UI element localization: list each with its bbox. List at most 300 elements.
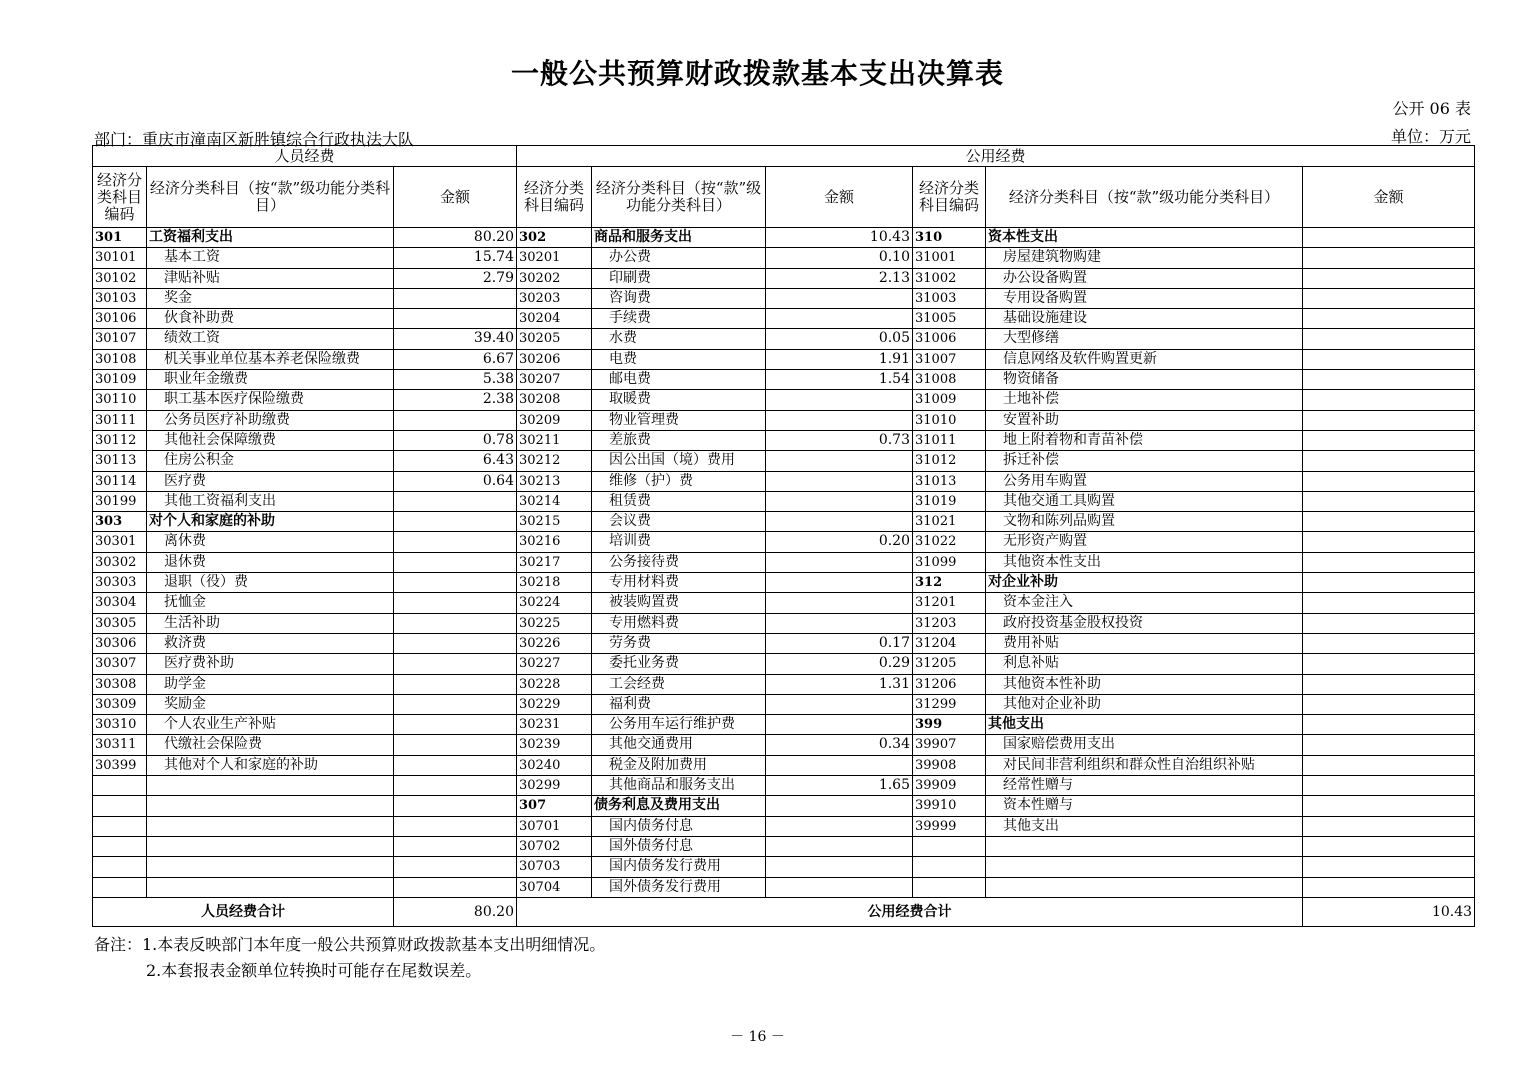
cell-code: 30204 [517, 309, 592, 329]
cell-amount [766, 410, 913, 430]
cell-code: 39909 [913, 776, 986, 796]
cell-code [913, 877, 986, 897]
cell-amount: 0.29 [766, 654, 913, 674]
cell-code [913, 857, 986, 877]
cell-item-name: 助学金 [147, 674, 394, 694]
cell-amount [766, 471, 913, 491]
cell-code: 31005 [913, 309, 986, 329]
cell-code: 39910 [913, 796, 986, 816]
cell-item-name [147, 816, 394, 836]
cell-code: 31012 [913, 451, 986, 471]
cell-code: 30109 [93, 370, 147, 390]
cell-code: 39908 [913, 755, 986, 775]
cell-amount: 2.38 [394, 390, 517, 410]
cell-code: 31299 [913, 694, 986, 714]
notes [94, 932, 605, 984]
cell-item-name: 公务接待费 [592, 552, 766, 572]
cell-amount [1303, 857, 1475, 877]
cell-item-name: 其他交通费用 [592, 735, 766, 755]
cell-amount [1303, 410, 1475, 430]
cell-amount [1303, 370, 1475, 390]
cell-code: 30214 [517, 491, 592, 511]
cell-code: 31205 [913, 654, 986, 674]
cell-code [93, 816, 147, 836]
table-row [93, 552, 1475, 572]
cell-amount [766, 816, 913, 836]
cell-code: 30303 [93, 573, 147, 593]
cell-item-name: 公务用车运行维护费 [592, 715, 766, 735]
column-header-amount: 金额 [1303, 167, 1475, 228]
cell-code: 30311 [93, 735, 147, 755]
cell-item-name: 安置补助 [986, 410, 1303, 430]
cell-code: 30203 [517, 288, 592, 308]
cell-amount [1303, 674, 1475, 694]
cell-item-name: 资本性支出 [986, 228, 1303, 248]
cell-amount [1303, 613, 1475, 633]
cell-amount [1303, 552, 1475, 572]
cell-code: 30701 [517, 816, 592, 836]
cell-item-name: 租赁费 [592, 491, 766, 511]
cell-code: 30231 [517, 715, 592, 735]
cell-item-name: 公务用车购置 [986, 471, 1303, 491]
cell-code: 31011 [913, 430, 986, 450]
table-row [93, 674, 1475, 694]
cell-item-name: 专用材料费 [592, 573, 766, 593]
column-header-code: 经济分类科目编码 [913, 167, 986, 228]
cell-amount [394, 715, 517, 735]
table-row [93, 816, 1475, 836]
cell-amount [766, 309, 913, 329]
cell-code: 31204 [913, 633, 986, 653]
cell-code: 39907 [913, 735, 986, 755]
cell-item-name [147, 857, 394, 877]
cell-item-name: 退休费 [147, 552, 394, 572]
cell-code: 30218 [517, 573, 592, 593]
cell-item-name [986, 857, 1303, 877]
unit-label: 单位：万元 [1390, 127, 1471, 146]
cell-code: 30208 [517, 390, 592, 410]
personnel-total-amount: 80.20 [394, 897, 517, 926]
cell-item-name: 住房公积金 [147, 451, 394, 471]
cell-amount [1303, 877, 1475, 897]
cell-item-name: 其他工资福利支出 [147, 491, 394, 511]
cell-code [93, 776, 147, 796]
cell-item-name: 对民间非营利组织和群众性自治组织补贴 [986, 755, 1303, 775]
cell-amount: 2.13 [766, 268, 913, 288]
cell-code: 30202 [517, 268, 592, 288]
cell-amount [394, 552, 517, 572]
cell-item-name: 其他资本性补助 [986, 674, 1303, 694]
cell-amount [766, 552, 913, 572]
cell-item-name: 培训费 [592, 532, 766, 552]
cell-code: 30106 [93, 309, 147, 329]
cell-item-name: 物资储备 [986, 370, 1303, 390]
cell-code: 30209 [517, 410, 592, 430]
cell-code [93, 857, 147, 877]
cell-code: 30201 [517, 248, 592, 268]
table-row [93, 613, 1475, 633]
cell-code: 30212 [517, 451, 592, 471]
cell-item-name: 其他商品和服务支出 [592, 776, 766, 796]
cell-amount [394, 796, 517, 816]
cell-code: 30305 [93, 613, 147, 633]
cell-amount [394, 288, 517, 308]
cell-amount [1303, 796, 1475, 816]
cell-amount [1303, 532, 1475, 552]
cell-amount [766, 715, 913, 735]
column-header-name: 经济分类科目（按“款”级功能分类科目） [147, 167, 394, 228]
cell-item-name [147, 877, 394, 897]
cell-code: 31003 [913, 288, 986, 308]
cell-item-name: 拆迁补偿 [986, 451, 1303, 471]
cell-amount [394, 410, 517, 430]
cell-amount [766, 593, 913, 613]
cell-item-name: 国内债务付息 [592, 816, 766, 836]
page-number: － 16 － [730, 1029, 785, 1045]
cell-code [913, 836, 986, 856]
cell-item-name: 资本性赠与 [986, 796, 1303, 816]
cell-item-name: 大型修缮 [986, 329, 1303, 349]
cell-code: 30108 [93, 349, 147, 369]
cell-item-name: 医疗费 [147, 471, 394, 491]
cell-item-name: 医疗费补助 [147, 654, 394, 674]
cell-item-name: 职业年金缴费 [147, 370, 394, 390]
cell-amount [394, 694, 517, 714]
cell-item-name: 税金及附加费用 [592, 755, 766, 775]
note-line: 2.本套报表金额单位转换时可能存在尾数误差。 [146, 961, 482, 980]
cell-item-name: 其他交通工具购置 [986, 491, 1303, 511]
cell-code: 31013 [913, 471, 986, 491]
cell-code: 30199 [93, 491, 147, 511]
cell-code: 31006 [913, 329, 986, 349]
cell-item-name: 基础设施建设 [986, 309, 1303, 329]
cell-code: 30309 [93, 694, 147, 714]
cell-code: 30107 [93, 329, 147, 349]
cell-code: 31019 [913, 491, 986, 511]
cell-code: 30301 [93, 532, 147, 552]
cell-code: 30114 [93, 471, 147, 491]
cell-amount: 0.64 [394, 471, 517, 491]
cell-amount [1303, 654, 1475, 674]
cell-item-name: 专用设备购置 [986, 288, 1303, 308]
cell-item-name: 信息网络及软件购置更新 [986, 349, 1303, 369]
cell-amount [1303, 228, 1475, 248]
table-row [93, 857, 1475, 877]
cell-item-name: 利息补贴 [986, 654, 1303, 674]
cell-code: 30240 [517, 755, 592, 775]
cell-item-name: 取暖费 [592, 390, 766, 410]
column-header-code: 经济分类科目编码 [517, 167, 592, 228]
cell-item-name: 资本金注入 [986, 593, 1303, 613]
cell-amount [394, 512, 517, 532]
table-row [93, 776, 1475, 796]
cell-amount: 6.43 [394, 451, 517, 471]
cell-item-name: 国外债务付息 [592, 836, 766, 856]
cell-item-name: 商品和服务支出 [592, 228, 766, 248]
cell-item-name: 委托业务费 [592, 654, 766, 674]
table-row [93, 512, 1475, 532]
cell-item-name: 劳务费 [592, 633, 766, 653]
cell-code: 30206 [517, 349, 592, 369]
cell-amount [766, 613, 913, 633]
cell-code: 30110 [93, 390, 147, 410]
cell-item-name: 其他对企业补助 [986, 694, 1303, 714]
table-row [93, 410, 1475, 430]
cell-code: 30228 [517, 674, 592, 694]
cell-item-name: 维修（护）费 [592, 471, 766, 491]
cell-amount [394, 877, 517, 897]
table-row [93, 593, 1475, 613]
table-row [93, 471, 1475, 491]
cell-code [93, 796, 147, 816]
cell-amount [1303, 471, 1475, 491]
cell-code: 31203 [913, 613, 986, 633]
cell-amount: 0.05 [766, 329, 913, 349]
table-row [93, 228, 1475, 248]
column-header-amount: 金额 [394, 167, 517, 228]
cell-item-name: 土地补偿 [986, 390, 1303, 410]
cell-code: 30227 [517, 654, 592, 674]
cell-amount [394, 633, 517, 653]
cell-item-name: 其他支出 [986, 715, 1303, 735]
cell-code: 39999 [913, 816, 986, 836]
table-row [93, 877, 1475, 897]
cell-code: 307 [517, 796, 592, 816]
cell-amount [394, 532, 517, 552]
cell-item-name: 其他对个人和家庭的补助 [147, 755, 394, 775]
cell-amount: 1.31 [766, 674, 913, 694]
cell-amount [394, 776, 517, 796]
cell-amount: 0.34 [766, 735, 913, 755]
table-row [93, 329, 1475, 349]
cell-amount [1303, 512, 1475, 532]
column-header-name: 经济分类科目（按“款”级功能分类科目） [986, 167, 1303, 228]
cell-code [93, 836, 147, 856]
cell-code: 30310 [93, 715, 147, 735]
table-row [93, 633, 1475, 653]
cell-code: 31206 [913, 674, 986, 694]
cell-amount [394, 593, 517, 613]
cell-code: 30101 [93, 248, 147, 268]
cell-code: 30216 [517, 532, 592, 552]
cell-code: 30304 [93, 593, 147, 613]
cell-amount [766, 694, 913, 714]
cell-amount [394, 674, 517, 694]
cell-item-name [147, 796, 394, 816]
cell-item-name: 退职（役）费 [147, 573, 394, 593]
table-row [93, 573, 1475, 593]
cell-item-name: 对企业补助 [986, 573, 1303, 593]
cell-amount [1303, 755, 1475, 775]
cell-amount [394, 735, 517, 755]
cell-amount [766, 512, 913, 532]
cell-code: 30302 [93, 552, 147, 572]
cell-amount [394, 654, 517, 674]
cell-amount [766, 288, 913, 308]
cell-amount [1303, 836, 1475, 856]
cell-item-name: 咨询费 [592, 288, 766, 308]
cell-amount [1303, 573, 1475, 593]
cell-code: 301 [93, 228, 147, 248]
cell-code: 399 [913, 715, 986, 735]
table-row [93, 451, 1475, 471]
cell-amount [1303, 633, 1475, 653]
cell-item-name: 地上附着物和青苗补偿 [986, 430, 1303, 450]
cell-amount [1303, 309, 1475, 329]
cell-code: 31021 [913, 512, 986, 532]
cell-amount [394, 309, 517, 329]
cell-item-name: 房屋建筑物购建 [986, 248, 1303, 268]
cell-code: 30308 [93, 674, 147, 694]
note-line: 备注：1.本表反映部门本年度一般公共预算财政拨款基本支出明细情况。 [94, 935, 606, 954]
table-row [93, 755, 1475, 775]
cell-code: 30239 [517, 735, 592, 755]
cell-amount: 5.38 [394, 370, 517, 390]
cell-code: 30224 [517, 593, 592, 613]
cell-amount: 0.78 [394, 430, 517, 450]
cell-item-name: 机关事业单位基本养老保险缴费 [147, 349, 394, 369]
cell-amount [1303, 430, 1475, 450]
cell-code: 31022 [913, 532, 986, 552]
cell-amount [1303, 715, 1475, 735]
cell-code: 30306 [93, 633, 147, 653]
cell-item-name: 绩效工资 [147, 329, 394, 349]
cell-amount [1303, 288, 1475, 308]
cell-item-name: 办公设备购置 [986, 268, 1303, 288]
cell-item-name: 手续费 [592, 309, 766, 329]
cell-item-name: 办公费 [592, 248, 766, 268]
table-row [93, 735, 1475, 755]
cell-item-name: 国家赔偿费用支出 [986, 735, 1303, 755]
cell-amount: 6.67 [394, 349, 517, 369]
cell-item-name: 对个人和家庭的补助 [147, 512, 394, 532]
cell-item-name: 其他社会保障缴费 [147, 430, 394, 450]
cell-item-name: 政府投资基金股权投资 [986, 613, 1303, 633]
cell-amount [1303, 390, 1475, 410]
cell-code: 30229 [517, 694, 592, 714]
cell-item-name [147, 836, 394, 856]
personnel-total-label: 人员经费合计 [93, 897, 394, 926]
cell-item-name: 救济费 [147, 633, 394, 653]
cell-amount: 0.10 [766, 248, 913, 268]
cell-item-name: 会议费 [592, 512, 766, 532]
cell-amount: 10.43 [766, 228, 913, 248]
cell-item-name: 文物和陈列品购置 [986, 512, 1303, 532]
cell-code: 303 [93, 512, 147, 532]
table-row [93, 268, 1475, 288]
cell-amount [1303, 451, 1475, 471]
page-title: 一般公共预算财政拨款基本支出决算表 [510, 57, 1004, 90]
department-label: 部门：重庆市潼南区新胜镇综合行政执法大队 [94, 130, 415, 149]
cell-code: 30307 [93, 654, 147, 674]
cell-item-name: 其他资本性支出 [986, 552, 1303, 572]
cell-code: 30102 [93, 268, 147, 288]
cell-amount [1303, 491, 1475, 511]
cell-item-name: 抚恤金 [147, 593, 394, 613]
cell-code: 30226 [517, 633, 592, 653]
column-header-code: 经济分类科目编码 [93, 167, 147, 228]
cell-item-name: 国外债务发行费用 [592, 877, 766, 897]
cell-amount [766, 836, 913, 856]
cell-code: 31010 [913, 410, 986, 430]
table-row [93, 309, 1475, 329]
cell-code: 31099 [913, 552, 986, 572]
cell-item-name: 电费 [592, 349, 766, 369]
cell-amount [394, 836, 517, 856]
table-row [93, 349, 1475, 369]
cell-item-name: 债务利息及费用支出 [592, 796, 766, 816]
cell-amount [394, 816, 517, 836]
cell-amount [1303, 248, 1475, 268]
cell-item-name: 因公出国（境）费用 [592, 451, 766, 471]
cell-amount: 80.20 [394, 228, 517, 248]
cell-amount: 0.17 [766, 633, 913, 653]
cell-code: 30112 [93, 430, 147, 450]
cell-code [93, 877, 147, 897]
cell-item-name: 工会经费 [592, 674, 766, 694]
cell-item-name: 伙食补助费 [147, 309, 394, 329]
table-row [93, 288, 1475, 308]
table-row [93, 694, 1475, 714]
cell-amount [1303, 735, 1475, 755]
cell-item-name: 代缴社会保险费 [147, 735, 394, 755]
cell-code: 30103 [93, 288, 147, 308]
cell-code: 31201 [913, 593, 986, 613]
cell-item-name: 其他支出 [986, 816, 1303, 836]
table-row [93, 370, 1475, 390]
cell-code: 302 [517, 228, 592, 248]
cell-amount [394, 573, 517, 593]
cell-amount: 1.65 [766, 776, 913, 796]
cell-code: 31007 [913, 349, 986, 369]
cell-code: 30399 [93, 755, 147, 775]
cell-amount [1303, 776, 1475, 796]
cell-code: 30225 [517, 613, 592, 633]
cell-item-name: 公务员医疗补助缴费 [147, 410, 394, 430]
cell-amount: 15.74 [394, 248, 517, 268]
cell-code: 310 [913, 228, 986, 248]
table-row [93, 532, 1475, 552]
cell-item-name: 无形资产购置 [986, 532, 1303, 552]
table-row [93, 654, 1475, 674]
section-personnel-header: 人员经费 [93, 146, 517, 167]
cell-amount [1303, 593, 1475, 613]
cell-code: 30299 [517, 776, 592, 796]
cell-code: 30213 [517, 471, 592, 491]
cell-amount: 0.73 [766, 430, 913, 450]
section-public-header: 公用经费 [517, 146, 1475, 167]
table-row [93, 491, 1475, 511]
cell-amount [766, 755, 913, 775]
cell-item-name: 工资福利支出 [147, 228, 394, 248]
cell-item-name: 奖励金 [147, 694, 394, 714]
cell-code: 31002 [913, 268, 986, 288]
cell-amount: 1.91 [766, 349, 913, 369]
cell-code: 30217 [517, 552, 592, 572]
cell-amount [766, 857, 913, 877]
cell-code: 31001 [913, 248, 986, 268]
cell-code: 30205 [517, 329, 592, 349]
cell-code: 31008 [913, 370, 986, 390]
table-row [93, 248, 1475, 268]
cell-item-name [986, 877, 1303, 897]
cell-amount [394, 857, 517, 877]
cell-amount [394, 613, 517, 633]
cell-item-name: 费用补贴 [986, 633, 1303, 653]
cell-item-name: 印刷费 [592, 268, 766, 288]
cell-amount [766, 390, 913, 410]
cell-amount: 1.54 [766, 370, 913, 390]
